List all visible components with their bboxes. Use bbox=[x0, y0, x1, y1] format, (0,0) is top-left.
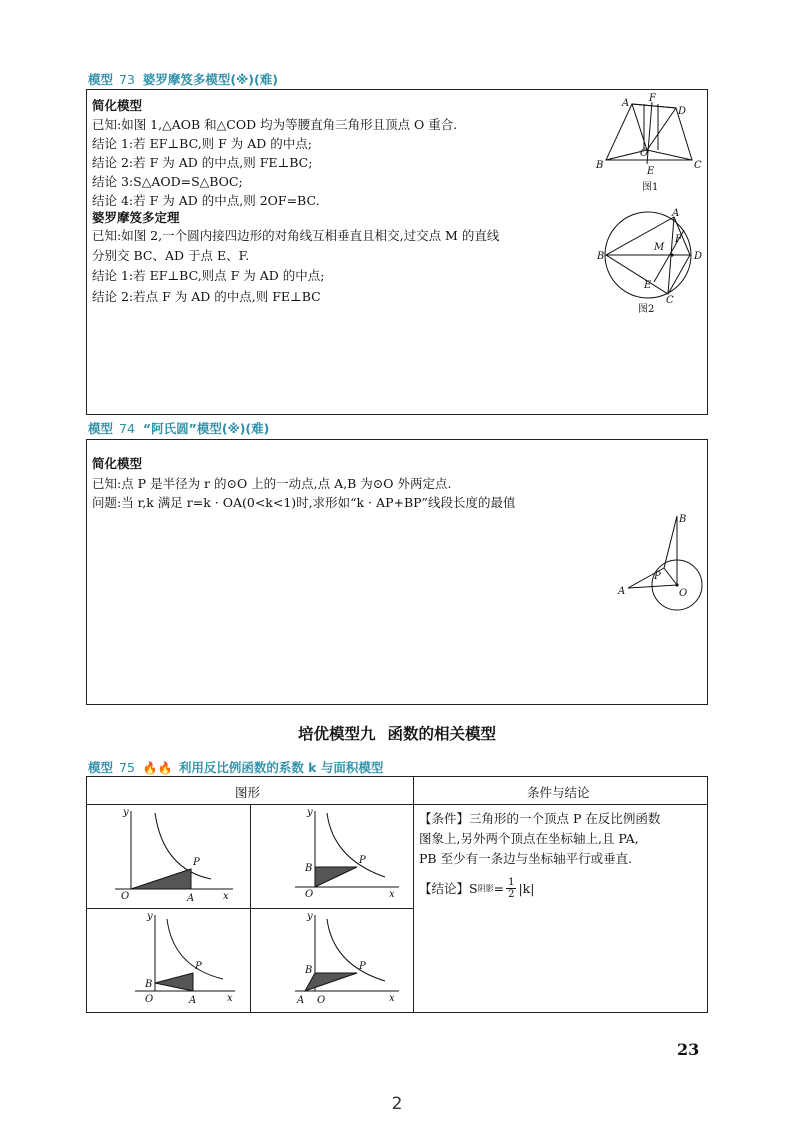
apollonius-label: B bbox=[679, 514, 687, 525]
graph-1-label: A bbox=[187, 893, 195, 904]
graph-4-label: x bbox=[389, 993, 395, 1004]
model-73-line: 结论 2:若 F 为 AD 的中点,则 FE⊥BC; bbox=[92, 155, 313, 170]
model-73-line: 结论 1:若 EF⊥BC,则点 F 为 AD 的中点; bbox=[92, 268, 325, 283]
graph-3 bbox=[111, 911, 251, 1011]
model-73-line: 结论 3:S△AOD=S△BOC; bbox=[92, 174, 243, 189]
graph-1-label: O bbox=[121, 891, 130, 902]
model-73-line: 结论 1:若 EF⊥BC,则 F 为 AD 的中点; bbox=[92, 136, 313, 151]
model-74-line: 已知:点 P 是半径为 r 的⊙O 上的一动点,点 A,B 为⊙O 外两定点. bbox=[92, 476, 452, 491]
graph-1-label: x bbox=[223, 891, 229, 902]
model-73-line: 简化模型 bbox=[92, 98, 143, 113]
model-73-line: 已知:如图 2,一个圆内接四边形的对角线互相垂直且相交,过交点 M 的直线 bbox=[92, 228, 500, 243]
fig2-label: F bbox=[675, 234, 682, 245]
book-page-number: 23 bbox=[677, 1040, 700, 1059]
fig1-label: A bbox=[622, 98, 630, 109]
model-74-line: 问题:当 r,k 满足 r=k · OA(0<k<1)时,求形如“k · AP+BP”线段长度的最值 bbox=[92, 495, 516, 510]
model-73-heading: 模型 73 婆罗摩笈多模型(※)(难) bbox=[88, 72, 278, 87]
apollonius-label: A bbox=[618, 586, 626, 597]
graph-3-label: P bbox=[195, 961, 202, 972]
condition-line: 图象上,另外两个顶点在坐标轴上,且 PA, bbox=[419, 831, 639, 846]
graph-1 bbox=[111, 807, 241, 907]
fig2-label: E bbox=[644, 280, 652, 291]
model-73-line: 分别交 BC、AD 于点 E、F. bbox=[92, 248, 250, 263]
fig1-label: C bbox=[694, 160, 702, 171]
fire-icon: 🔥 bbox=[142, 761, 158, 775]
fraction-one-half: $\frac{1}{2}$ bbox=[508, 877, 515, 900]
table-header-figure: 图形 bbox=[235, 785, 261, 800]
model-75-table bbox=[86, 776, 708, 1013]
fig2-label: C bbox=[666, 295, 674, 306]
graph-2-label: y bbox=[307, 807, 313, 818]
fig2-caption: 图2 bbox=[638, 304, 655, 315]
graph-2 bbox=[275, 807, 405, 907]
graph-1-label: y bbox=[123, 807, 129, 818]
model-73-line: 婆罗摩笈多定理 bbox=[92, 210, 180, 225]
model-73-line: 已知:如图 1,△AOB 和△COD 均为等腰直角三角形且顶点 O 重合. bbox=[92, 117, 458, 132]
condition-line: 【条件】三角形的一个顶点 P 在反比例函数 bbox=[419, 811, 661, 826]
graph-3-label: x bbox=[227, 993, 233, 1004]
fig1-label: O bbox=[640, 148, 649, 159]
graph-3-label: y bbox=[147, 911, 153, 922]
graph-4-label: A bbox=[297, 995, 305, 1006]
model-74-heading: 模型 74 “阿氏圆”模型(※)(难) bbox=[88, 421, 270, 436]
figure-2-diagram bbox=[596, 200, 708, 316]
graph-4-label: P bbox=[359, 961, 366, 972]
fig2-label: D bbox=[694, 251, 703, 262]
fig2-label: A bbox=[672, 208, 680, 219]
apollonius-circle-diagram bbox=[612, 508, 708, 618]
figure-1-diagram bbox=[592, 92, 704, 196]
graph-1-label: P bbox=[193, 857, 200, 868]
graph-2-label: B bbox=[305, 863, 313, 874]
graph-2-label: P bbox=[359, 855, 366, 866]
graph-2-label: O bbox=[305, 889, 314, 900]
condition-line: PB 至少有一条边与坐标轴平行或垂直. bbox=[419, 851, 633, 866]
fig2-label: M bbox=[654, 242, 665, 253]
graph-3-label: A bbox=[189, 995, 197, 1006]
apollonius-label: P bbox=[654, 571, 661, 582]
graph-2-label: x bbox=[389, 889, 395, 900]
footer-page-number: 2 bbox=[391, 1094, 403, 1114]
graph-4-label: y bbox=[307, 911, 313, 922]
conclusion-line: 【结论】S 阴影 = $\frac{1}{2}$ |k| bbox=[419, 877, 535, 900]
graph-3-label: O bbox=[145, 994, 154, 1005]
graph-3-label: B bbox=[145, 979, 153, 990]
fig1-label: D bbox=[678, 106, 687, 117]
model-73-line: 结论 2:若点 F 为 AD 的中点,则 FE⊥BC bbox=[92, 289, 321, 304]
graph-4-label: O bbox=[317, 995, 326, 1006]
fire-icon: 🔥 bbox=[157, 761, 173, 775]
fig1-label: B bbox=[596, 160, 604, 171]
table-header-condition: 条件与结论 bbox=[527, 785, 590, 800]
model-74-line: 简化模型 bbox=[92, 456, 143, 471]
fig1-label: F bbox=[649, 93, 656, 104]
model-73-line: 结论 4:若 F 为 AD 的中点,则 2OF=BC. bbox=[92, 193, 320, 208]
model-75-heading: 模型 75 🔥🔥 利用反比例函数的系数 k 与面积模型 bbox=[88, 760, 384, 775]
section-title: 培优模型九 函数的相关模型 bbox=[297, 725, 497, 743]
fig2-label: B bbox=[597, 251, 605, 262]
fig1-caption: 图1 bbox=[642, 182, 659, 193]
graph-4-label: B bbox=[305, 965, 313, 976]
graph-4 bbox=[275, 911, 405, 1011]
fig1-label: E bbox=[647, 166, 655, 177]
apollonius-label: O bbox=[679, 588, 688, 599]
